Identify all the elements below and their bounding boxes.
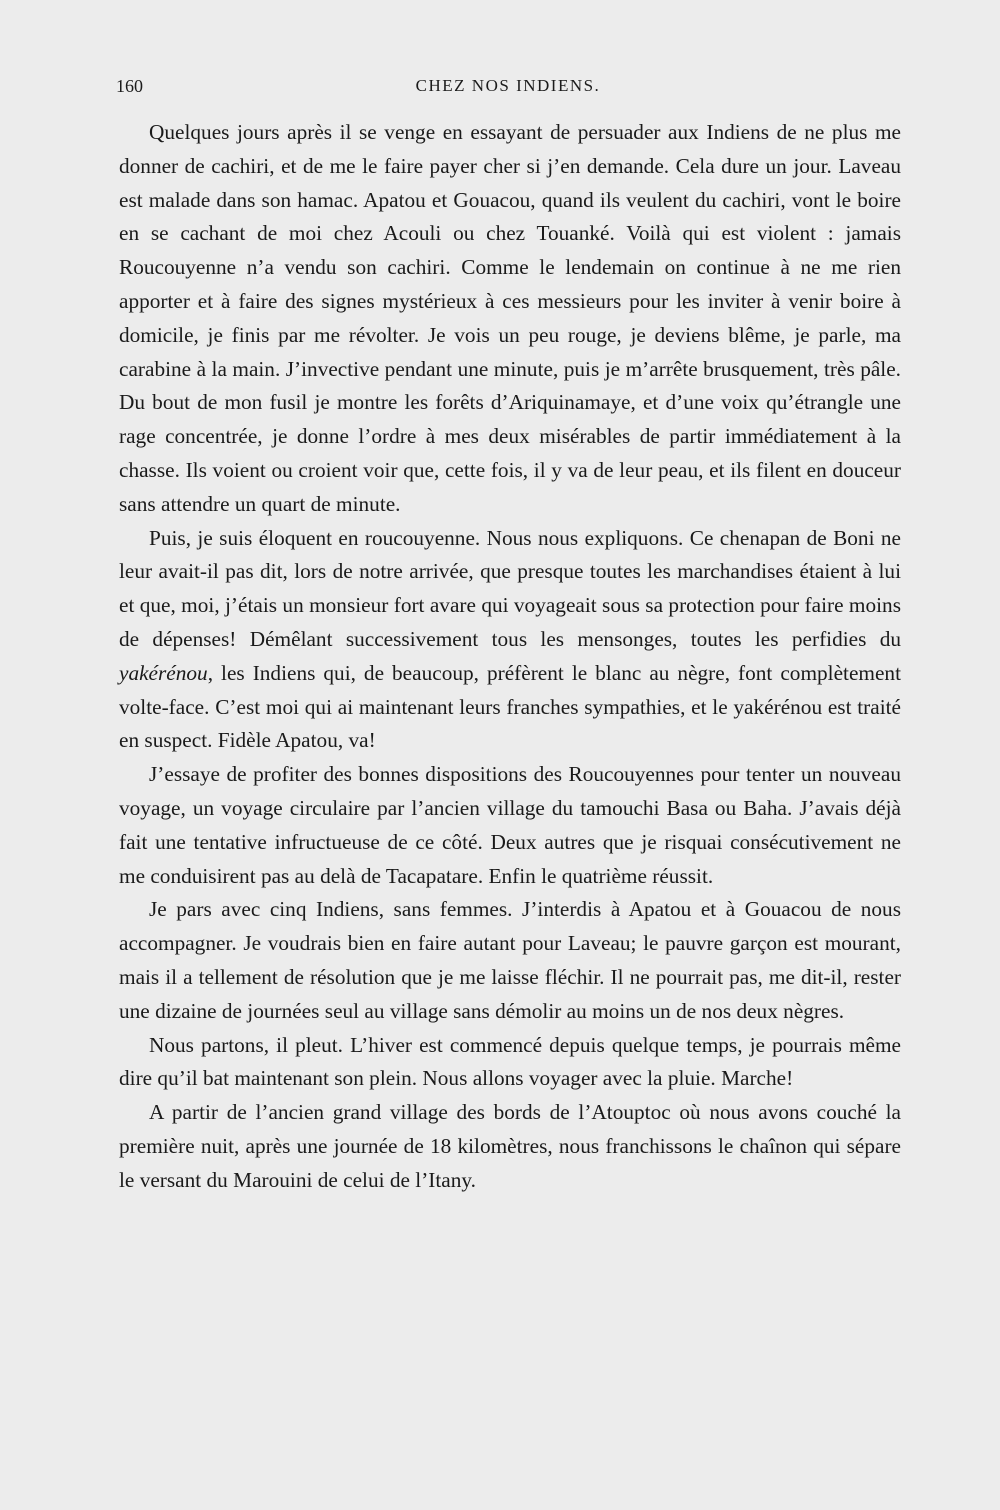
paragraph-2-before: Puis, je suis éloquent en roucouyenne. Nous nous expliquons. Ce chenapan de Boni ne leur avait-il pas dit, lors de notre arrivée, que presque toutes les marchandises étaient à lui et que, moi, j’étais un monsieur fort avare qui voyageait sous sa protection pour faire moins de dépenses! Démêlant successivement tous les mensonges, toutes les perfidies du: [119, 525, 901, 651]
paragraph-5: Nous partons, il pleut. L’hiver est commencé depuis quelque temps, je pourrais même dire qu’il bat maintenant son plein. Nous allons voyager avec la pluie. Marche!: [119, 1032, 901, 1091]
paragraph-6: A partir de l’ancien grand village des bords de l’Atouptoc où nous avons couché la première nuit, après une journée de 18 kilomètres, nous franchissons le chaînon qui sépare le versant du Marouini de celui de l’Itany.: [119, 1100, 901, 1192]
page-number: 160: [116, 76, 143, 96]
paragraph-2: [119, 522, 901, 759]
running-head: [116, 76, 900, 102]
paragraph-1: Quelques jours après il se venge en essayant de persuader aux Indiens de ne plus me donner de cachiri, et de me le faire payer cher si j’en demande. Cela dure un jour. Laveau est malade dans son hamac. Apatou et Gouacou, quand ils veulent du cachiri, vont le boire en se cachant de moi chez Acouli ou chez Touanké. Voilà qui est violent : jamais Roucouyenne n’a vendu son cachiri. Comme le lendemain on continue à ne me rien apporter et à faire des signes mystérieux à ces messieurs pour les inviter à venir boire à domicile, je finis par me révolter. Je vois un peu rouge, je deviens blême, je parle, ma carabine à la main. J’invective pendant une minute, puis je m’arrête brusquement, très pâle. Du bout de mon fusil je montre les forêts d’Ariquinamaye, et d’une voix qu’étrangle une rage concentrée, je donne l’ordre à mes deux misérables de partir immédiatement à la chasse. Ils voient ou croient voir que, cette fois, il y va de leur peau, et ils filent en douceur sans attendre un quart de minute.: [119, 120, 901, 516]
body-text: [119, 116, 901, 1198]
paragraph-2-after: , les Indiens qui, de beaucoup, préfèrent le blanc au nègre, font complètement volte-face. C’est moi qui ai maintenant leurs franches sympathies, et le yakérénou est traité en suspect. Fidèle Apatou, va!: [119, 660, 901, 753]
paragraph-3: J’essaye de profiter des bonnes dispositions des Roucouyennes pour tenter un nouveau voyage, un voyage circulaire par l’ancien village du tamouchi Basa ou Baha. J’avais déjà fait une tentative infructueuse de ce côté. Deux autres que je risquai consécutivement ne me conduisirent pas au delà de Tacapatare. Enfin le quatrième réussit.: [119, 762, 901, 888]
paragraph-4: Je pars avec cinq Indiens, sans femmes. J’interdis à Apatou et à Gouacou de nous accompagner. Je voudrais bien en faire autant pour Laveau; le pauvre garçon est mourant, mais il a tellement de résolution que je me laisse fléchir. Il ne pourrait pas, me dit-il, rester une dizaine de journées seul au village sans démolir au moins un de nos deux nègres.: [119, 897, 901, 1023]
running-title: CHEZ NOS INDIENS.: [415, 76, 601, 95]
italic-term: yakérénou: [119, 660, 208, 685]
